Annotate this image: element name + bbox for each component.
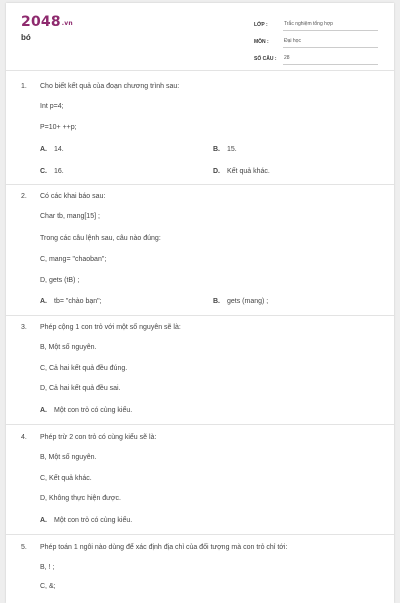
question-line: D, Cả hai kết quả đều sai. <box>40 385 121 392</box>
option-letter: C. <box>40 168 47 175</box>
logo-tld: .vn <box>61 20 73 27</box>
question-line: B, ! ; <box>40 564 55 571</box>
question-text: Có các khai báo sau: <box>40 193 106 200</box>
question-line: C, Cả hai kết quả đều đúng. <box>40 365 128 372</box>
meta-row-lop <box>254 17 378 31</box>
option-letter: A. <box>40 146 47 153</box>
option-text[interactable]: 16. <box>54 168 64 175</box>
option-text[interactable]: Một con trỏ có cùng kiểu. <box>54 517 133 524</box>
option-text[interactable]: 15. <box>227 146 237 153</box>
lop-value: Trắc nghiệm tổng hợp <box>283 21 378 31</box>
question-divider <box>6 424 394 425</box>
question-number: 4. <box>21 434 27 441</box>
option-letter: A. <box>40 298 47 305</box>
exam-header <box>6 3 394 69</box>
question-text: Phép toán 1 ngôi nào dùng để xác định địa chỉ của đối tượng mà con trỏ chỉ tới: <box>40 544 288 551</box>
question-line: D, gets (tB) ; <box>40 277 80 284</box>
question-line: Trong các câu lệnh sau, câu nào đúng: <box>40 235 161 242</box>
question-divider <box>6 184 394 185</box>
lop-label: LỚP : <box>254 22 268 28</box>
question-line: P=10+ ++p; <box>40 124 77 131</box>
question-divider <box>6 315 394 316</box>
question-line: D, Không thực hiện được. <box>40 495 121 502</box>
option-letter: B. <box>213 146 220 153</box>
question-divider <box>6 534 394 535</box>
question-line: C, mang= "chaoban"; <box>40 256 107 263</box>
option-text[interactable]: tb= "chào bạn"; <box>54 298 102 305</box>
option-text[interactable]: Một con trỏ có cùng kiểu. <box>54 407 133 414</box>
question-line: B, Một số nguyên. <box>40 454 97 461</box>
question-number: 3. <box>21 324 27 331</box>
mon-value: Đại học <box>283 38 378 48</box>
question-line: Int p=4; <box>40 103 64 110</box>
mon-label: MÔN : <box>254 39 269 45</box>
question-number: 5. <box>21 544 27 551</box>
socau-value: 28 <box>283 55 378 65</box>
option-text[interactable]: 14. <box>54 146 64 153</box>
question-number: 1. <box>21 83 27 90</box>
exam-subtitle: bó <box>21 33 31 42</box>
meta-row-socau <box>254 51 378 65</box>
question-text: Cho biết kết quả của đoạn chương trình sau: <box>40 83 180 90</box>
question-number: 2. <box>21 193 27 200</box>
exam-page <box>6 3 394 603</box>
question-line: C, &; <box>40 583 56 590</box>
option-letter: A. <box>40 517 47 524</box>
option-letter: A. <box>40 407 47 414</box>
logo-text: 2048 <box>21 14 61 30</box>
question-line: Char tb, mang[15] ; <box>40 213 100 220</box>
option-text[interactable]: Kết quả khác. <box>227 168 270 175</box>
question-text: Phép trừ 2 con trỏ có cùng kiểu sẽ là: <box>40 434 157 441</box>
exam-meta <box>254 17 378 68</box>
question-text: Phép cộng 1 con trỏ với một số nguyên sẽ là: <box>40 324 181 331</box>
question-line: B, Một số nguyên. <box>40 344 97 351</box>
option-letter: D. <box>213 168 220 175</box>
meta-row-mon <box>254 34 378 48</box>
option-text[interactable]: gets (mang) ; <box>227 298 269 305</box>
site-logo[interactable] <box>21 14 73 30</box>
socau-label: SỐ CÂU : <box>254 56 277 62</box>
question-line: C, Kết quả khác. <box>40 475 92 482</box>
header-divider <box>6 70 394 71</box>
option-letter: B. <box>213 298 220 305</box>
